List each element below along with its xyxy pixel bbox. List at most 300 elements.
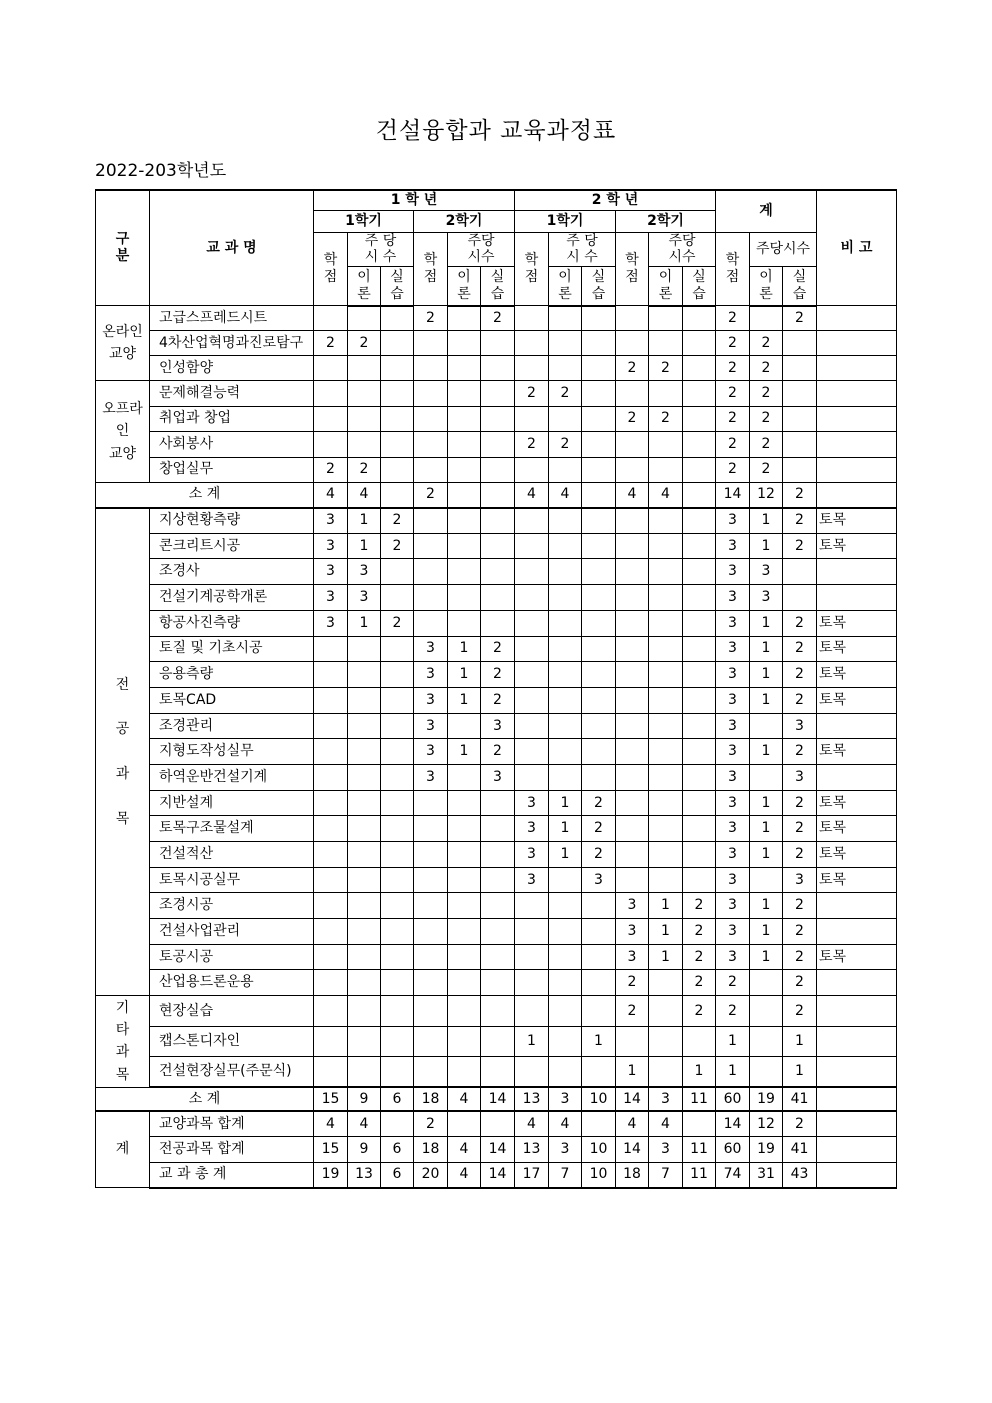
value-cell: 2 [649, 356, 683, 381]
value-cell [549, 1057, 582, 1088]
table-row [96, 1162, 897, 1188]
remark-cell [817, 970, 897, 996]
value-cell [783, 559, 817, 585]
value-cell [683, 662, 716, 688]
value-cell [348, 867, 381, 893]
value-cell: 3 [515, 816, 549, 842]
value-cell: 2 [783, 1111, 817, 1137]
value-cell [314, 432, 348, 458]
value-cell: 3 [515, 842, 549, 868]
table-row [96, 1026, 897, 1057]
subject-name: 문제해결능력 [150, 381, 314, 407]
value-cell: 18 [414, 1087, 448, 1111]
remark-cell [817, 764, 897, 790]
value-cell [616, 559, 649, 585]
table-row [96, 1137, 897, 1163]
value-cell [582, 1111, 616, 1137]
value-cell: 2 [481, 636, 515, 662]
value-cell: 1 [683, 1057, 716, 1088]
value-cell: 2 [716, 356, 750, 381]
value-cell: 2 [481, 306, 515, 331]
value-cell [414, 944, 448, 970]
value-cell [582, 970, 616, 996]
value-cell [549, 996, 582, 1027]
value-cell [348, 739, 381, 765]
value-cell [348, 687, 381, 713]
header-theory: 이 론 [750, 267, 783, 306]
value-cell: 2 [616, 356, 649, 381]
value-cell [683, 406, 716, 432]
value-cell [750, 996, 783, 1027]
value-cell: 2 [783, 842, 817, 868]
value-cell: 18 [616, 1162, 649, 1188]
table-row [96, 816, 897, 842]
value-cell: 1 [750, 636, 783, 662]
subtotal-label: 소 계 [96, 1087, 314, 1111]
value-cell: 1 [750, 842, 783, 868]
table-row [96, 636, 897, 662]
value-cell: 3 [481, 764, 515, 790]
value-cell [649, 739, 683, 765]
remark-cell [817, 331, 897, 356]
value-cell: 3 [716, 944, 750, 970]
table-row [96, 432, 897, 458]
value-cell [314, 662, 348, 688]
value-cell [616, 585, 649, 611]
value-cell [314, 893, 348, 919]
value-cell: 3 [616, 919, 649, 945]
value-cell [381, 842, 414, 868]
value-cell [515, 356, 549, 381]
remark-cell: 토목 [817, 816, 897, 842]
value-cell: 2 [783, 533, 817, 559]
value-cell [448, 306, 481, 331]
value-cell [649, 457, 683, 483]
value-cell: 1 [649, 919, 683, 945]
value-cell: 3 [515, 790, 549, 816]
value-cell: 2 [381, 533, 414, 559]
value-cell: 3 [348, 585, 381, 611]
value-cell [616, 533, 649, 559]
value-cell: 1 [582, 1026, 616, 1057]
value-cell [314, 816, 348, 842]
subject-name: 응용측량 [150, 662, 314, 688]
value-cell [515, 739, 549, 765]
value-cell [683, 764, 716, 790]
value-cell [414, 585, 448, 611]
value-cell [348, 996, 381, 1027]
remark-cell [817, 893, 897, 919]
value-cell [549, 457, 582, 483]
value-cell [481, 331, 515, 356]
value-cell [414, 919, 448, 945]
value-cell: 31 [750, 1162, 783, 1188]
value-cell: 1 [750, 790, 783, 816]
value-cell [381, 636, 414, 662]
value-cell [515, 585, 549, 611]
value-cell: 13 [348, 1162, 381, 1188]
category-online-liberal: 온라인 교양 [96, 306, 150, 381]
subject-name: 건설적산 [150, 842, 314, 868]
value-cell [414, 533, 448, 559]
value-cell [683, 483, 716, 508]
value-cell [549, 662, 582, 688]
value-cell [348, 919, 381, 945]
value-cell: 1 [716, 1026, 750, 1057]
header-weekly-hours: 주당 시수 [448, 232, 515, 267]
value-cell: 3 [549, 1137, 582, 1163]
value-cell [481, 867, 515, 893]
value-cell [448, 970, 481, 996]
value-cell [414, 331, 448, 356]
value-cell [414, 893, 448, 919]
value-cell [381, 790, 414, 816]
value-cell: 1 [448, 739, 481, 765]
subject-name: 취업과 창업 [150, 406, 314, 432]
value-cell [381, 585, 414, 611]
value-cell: 2 [783, 739, 817, 765]
value-cell [649, 508, 683, 534]
value-cell [582, 996, 616, 1027]
value-cell [683, 1111, 716, 1137]
value-cell [381, 919, 414, 945]
remark-cell [817, 713, 897, 739]
header-credit: 학 점 [616, 232, 649, 306]
header-practice: 실 습 [582, 267, 616, 306]
value-cell [683, 790, 716, 816]
value-cell: 2 [481, 739, 515, 765]
subject-name: 현장실습 [150, 996, 314, 1027]
subject-name: 사회봉사 [150, 432, 314, 458]
value-cell: 14 [616, 1137, 649, 1163]
value-cell [414, 457, 448, 483]
value-cell: 1 [716, 1057, 750, 1088]
value-cell [750, 970, 783, 996]
value-cell [448, 893, 481, 919]
table-row [96, 306, 897, 331]
table-row [96, 190, 897, 210]
value-cell [783, 457, 817, 483]
value-cell: 10 [582, 1162, 616, 1188]
value-cell [314, 406, 348, 432]
value-cell: 11 [683, 1162, 716, 1188]
value-cell [549, 331, 582, 356]
header-semester: 1학기 [314, 210, 414, 232]
value-cell [448, 432, 481, 458]
value-cell: 3 [616, 944, 649, 970]
value-cell: 2 [716, 996, 750, 1027]
value-cell [348, 636, 381, 662]
value-cell: 1 [750, 533, 783, 559]
value-cell [348, 944, 381, 970]
value-cell [314, 790, 348, 816]
value-cell: 3 [716, 662, 750, 688]
value-cell: 3 [481, 713, 515, 739]
value-cell: 1 [750, 816, 783, 842]
value-cell [582, 533, 616, 559]
value-cell [348, 713, 381, 739]
value-cell [381, 713, 414, 739]
value-cell [515, 508, 549, 534]
value-cell [515, 970, 549, 996]
value-cell [381, 559, 414, 585]
value-cell: 1 [616, 1057, 649, 1088]
subject-name: 인성함양 [150, 356, 314, 381]
value-cell [381, 331, 414, 356]
value-cell [414, 559, 448, 585]
value-cell: 13 [515, 1087, 549, 1111]
value-cell [314, 944, 348, 970]
header-credit: 학 점 [314, 232, 348, 306]
value-cell: 3 [649, 1137, 683, 1163]
value-cell: 4 [348, 483, 381, 508]
value-cell [381, 457, 414, 483]
value-cell [481, 610, 515, 636]
value-cell [414, 406, 448, 432]
value-cell: 3 [582, 867, 616, 893]
value-cell [783, 381, 817, 407]
value-cell [515, 713, 549, 739]
value-cell [616, 306, 649, 331]
remark-cell [817, 356, 897, 381]
value-cell [448, 1057, 481, 1088]
value-cell: 2 [716, 432, 750, 458]
value-cell [414, 432, 448, 458]
subject-name: 조경사 [150, 559, 314, 585]
header-semester: 2학기 [616, 210, 716, 232]
value-cell [616, 842, 649, 868]
value-cell: 1 [750, 944, 783, 970]
value-cell: 19 [750, 1137, 783, 1163]
value-cell [481, 559, 515, 585]
subject-name: 콘크리트시공 [150, 533, 314, 559]
value-cell: 17 [515, 1162, 549, 1188]
remark-cell: 토목 [817, 790, 897, 816]
value-cell: 4 [515, 483, 549, 508]
value-cell [448, 1026, 481, 1057]
value-cell [348, 764, 381, 790]
value-cell [314, 1026, 348, 1057]
value-cell [314, 713, 348, 739]
value-cell [582, 739, 616, 765]
value-cell [481, 1026, 515, 1057]
table-row [96, 483, 897, 508]
subject-name: 지상현황측량 [150, 508, 314, 534]
value-cell [582, 893, 616, 919]
remark-cell [817, 457, 897, 483]
value-cell: 14 [481, 1137, 515, 1163]
value-cell: 2 [616, 970, 649, 996]
value-cell: 2 [716, 406, 750, 432]
value-cell [515, 996, 549, 1027]
value-cell [549, 306, 582, 331]
table-row [96, 867, 897, 893]
value-cell: 2 [783, 508, 817, 534]
value-cell: 2 [716, 381, 750, 407]
value-cell: 3 [716, 585, 750, 611]
remark-cell [817, 483, 897, 508]
value-cell [750, 867, 783, 893]
value-cell [448, 457, 481, 483]
table-row [96, 1057, 897, 1088]
value-cell [582, 610, 616, 636]
subject-name: 토공시공 [150, 944, 314, 970]
value-cell [683, 533, 716, 559]
value-cell: 4 [616, 483, 649, 508]
remark-cell: 토목 [817, 687, 897, 713]
header-remark: 비 고 [817, 190, 897, 306]
value-cell: 6 [381, 1162, 414, 1188]
header-practice: 실 습 [481, 267, 515, 306]
value-cell: 14 [481, 1162, 515, 1188]
value-cell [683, 457, 716, 483]
remark-cell [817, 919, 897, 945]
subject-name: 항공사진측량 [150, 610, 314, 636]
value-cell [783, 406, 817, 432]
value-cell [616, 1026, 649, 1057]
value-cell: 2 [481, 662, 515, 688]
header-weekly-hours: 주당 시수 [649, 232, 716, 267]
value-cell: 1 [750, 508, 783, 534]
value-cell: 3 [716, 508, 750, 534]
value-cell: 3 [716, 610, 750, 636]
value-cell: 2 [750, 381, 783, 407]
value-cell [616, 867, 649, 893]
value-cell [314, 739, 348, 765]
value-cell [448, 919, 481, 945]
value-cell [448, 483, 481, 508]
value-cell [616, 331, 649, 356]
value-cell [549, 508, 582, 534]
value-cell [582, 1057, 616, 1088]
value-cell: 2 [783, 306, 817, 331]
total-row-label: 교양과목 합계 [150, 1111, 314, 1137]
value-cell [481, 356, 515, 381]
value-cell [649, 559, 683, 585]
value-cell: 3 [649, 1087, 683, 1111]
remark-cell [817, 585, 897, 611]
value-cell: 4 [448, 1137, 481, 1163]
value-cell: 2 [549, 432, 582, 458]
value-cell [414, 508, 448, 534]
value-cell [582, 306, 616, 331]
value-cell [683, 687, 716, 713]
subject-name: 산업용드론운용 [150, 970, 314, 996]
value-cell [616, 381, 649, 407]
header-weekly-hours: 주당시수 [750, 232, 817, 267]
value-cell: 3 [783, 713, 817, 739]
value-cell: 1 [750, 919, 783, 945]
value-cell: 3 [783, 867, 817, 893]
value-cell [381, 996, 414, 1027]
header-year2: 2 학 년 [515, 190, 716, 210]
value-cell: 9 [348, 1137, 381, 1163]
document-title: 건설융합과 교육과정표 [375, 118, 617, 144]
value-cell [683, 432, 716, 458]
value-cell: 1 [549, 842, 582, 868]
value-cell: 74 [716, 1162, 750, 1188]
value-cell: 20 [414, 1162, 448, 1188]
remark-cell [817, 1162, 897, 1188]
value-cell [381, 764, 414, 790]
value-cell [481, 533, 515, 559]
remark-cell [817, 406, 897, 432]
value-cell: 1 [750, 610, 783, 636]
value-cell [314, 306, 348, 331]
subject-name: 캡스톤디자인 [150, 1026, 314, 1057]
value-cell [314, 970, 348, 996]
value-cell: 3 [414, 687, 448, 713]
value-cell: 2 [750, 432, 783, 458]
value-cell: 12 [750, 483, 783, 508]
value-cell [414, 381, 448, 407]
value-cell: 2 [750, 457, 783, 483]
value-cell: 2 [348, 457, 381, 483]
value-cell [448, 610, 481, 636]
value-cell: 13 [515, 1137, 549, 1163]
value-cell: 3 [414, 764, 448, 790]
header-year1: 1 학 년 [314, 190, 515, 210]
value-cell [582, 687, 616, 713]
subject-name: 조경관리 [150, 713, 314, 739]
value-cell [314, 842, 348, 868]
value-cell [549, 559, 582, 585]
value-cell [448, 1111, 481, 1137]
value-cell: 2 [683, 970, 716, 996]
value-cell [348, 432, 381, 458]
value-cell [649, 687, 683, 713]
value-cell [448, 713, 481, 739]
value-cell [314, 996, 348, 1027]
value-cell: 1 [649, 893, 683, 919]
table-row [96, 970, 897, 996]
remark-cell [817, 1137, 897, 1163]
value-cell [348, 970, 381, 996]
value-cell [448, 790, 481, 816]
category-offline-liberal: 오프라 인 교양 [96, 381, 150, 483]
value-cell [381, 306, 414, 331]
remark-cell [817, 1026, 897, 1057]
remark-cell [817, 559, 897, 585]
value-cell [515, 559, 549, 585]
value-cell: 1 [549, 816, 582, 842]
value-cell: 2 [783, 662, 817, 688]
value-cell [683, 713, 716, 739]
value-cell: 3 [716, 867, 750, 893]
value-cell: 1 [783, 1057, 817, 1088]
value-cell [348, 662, 381, 688]
value-cell [481, 996, 515, 1027]
value-cell [481, 585, 515, 611]
value-cell [683, 610, 716, 636]
value-cell [515, 306, 549, 331]
value-cell [314, 636, 348, 662]
header-total: 계 [716, 190, 817, 232]
value-cell: 2 [783, 996, 817, 1027]
value-cell [549, 867, 582, 893]
value-cell: 10 [582, 1087, 616, 1111]
value-cell [448, 533, 481, 559]
value-cell: 2 [414, 483, 448, 508]
value-cell: 1 [448, 636, 481, 662]
value-cell: 2 [414, 306, 448, 331]
remark-cell: 토목 [817, 508, 897, 534]
value-cell [414, 996, 448, 1027]
value-cell [481, 1111, 515, 1137]
value-cell: 2 [616, 406, 649, 432]
value-cell [750, 1026, 783, 1057]
value-cell: 14 [481, 1087, 515, 1111]
